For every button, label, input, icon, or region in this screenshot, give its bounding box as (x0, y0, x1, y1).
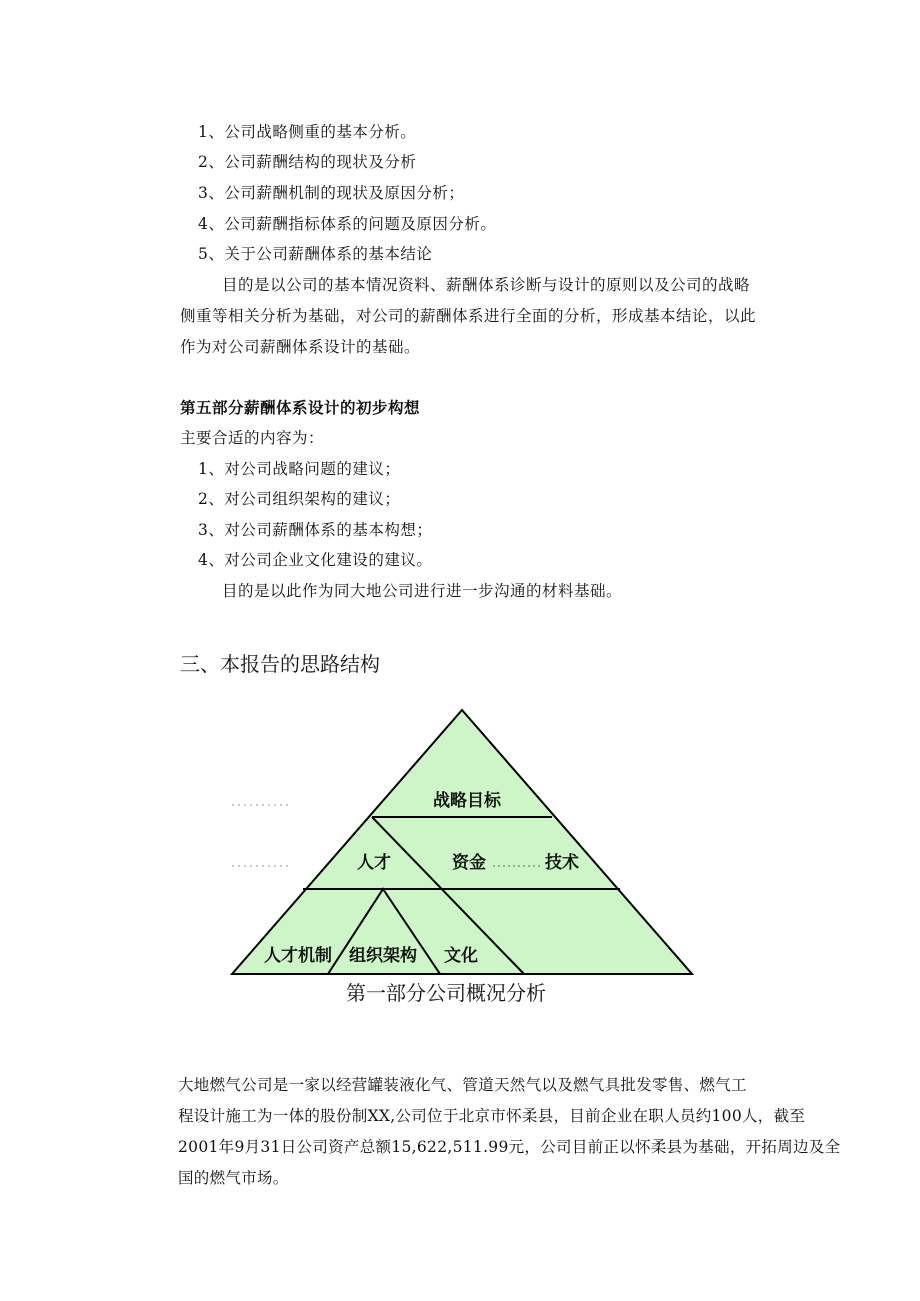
overview-line: 2001年9月31日公司资产总额15,622,511.99元，公司目前正以怀柔县为基础，开拓周边及全 (178, 1138, 841, 1156)
label-org-structure: 组织架构 (349, 946, 417, 966)
list-item: 4、公司薪酬指标体系的问题及原因分析。 (198, 215, 497, 233)
list-item: 3、对公司薪酬体系的基本构想； (198, 521, 433, 539)
overview-line: 程设计施工为一体的股份制XX,公司位于北京市怀柔县，目前企业在职人员约100人，截至 (178, 1107, 806, 1125)
label-strategy-goal: 战略目标 (433, 791, 501, 811)
purpose-line: 作为对公司薪酬体系设计的基础。 (180, 338, 421, 356)
list-item: 3、公司薪酬机制的现状及原因分析； (198, 184, 465, 202)
label-talent: 人才 (357, 853, 391, 873)
label-capital: 资金 (452, 853, 486, 873)
diagram-caption: 第一部分公司概况分析 (346, 981, 546, 1005)
list-item: 1、公司战略侧重的基本分析。 (198, 123, 417, 141)
section-intro: 主要合适的内容为： (180, 429, 325, 447)
purpose-line: 侧重等相关分析为基础，对公司的薪酬体系进行全面的分析，形成基本结论，以此 (180, 307, 757, 325)
section-title: 三、本报告的思路结构 (180, 652, 380, 676)
overview-line: 大地燃气公司是一家以经营罐装液化气、管道天然气以及燃气具批发零售、燃气工 (178, 1076, 747, 1094)
label-talent-mechanism: 人才机制 (264, 946, 332, 966)
label-technology: 技术 (545, 853, 579, 873)
purpose-line: 目的是以此作为同大地公司进行进一步沟通的材料基础。 (222, 582, 623, 600)
list-item: 1、对公司战略问题的建议； (198, 460, 401, 478)
label-culture: 文化 (444, 946, 478, 966)
list-item: 2、公司薪酬结构的现状及分析 (198, 153, 417, 171)
section-heading: 第五部分薪酬体系设计的初步构想 (180, 399, 421, 417)
purpose-line: 目的是以公司的基本情况资料、薪酬体系诊断与设计的原则以及公司的战略 (222, 276, 751, 294)
list-item: 5、关于公司薪酬体系的基本结论 (198, 245, 433, 263)
pyramid-shapes (232, 710, 692, 974)
overview-line: 国的燃气市场。 (178, 1169, 289, 1187)
list-item: 2、对公司组织架构的建议； (198, 490, 401, 508)
list-item: 4、对公司企业文化建设的建议。 (198, 551, 433, 569)
pyramid-outline (232, 710, 692, 974)
